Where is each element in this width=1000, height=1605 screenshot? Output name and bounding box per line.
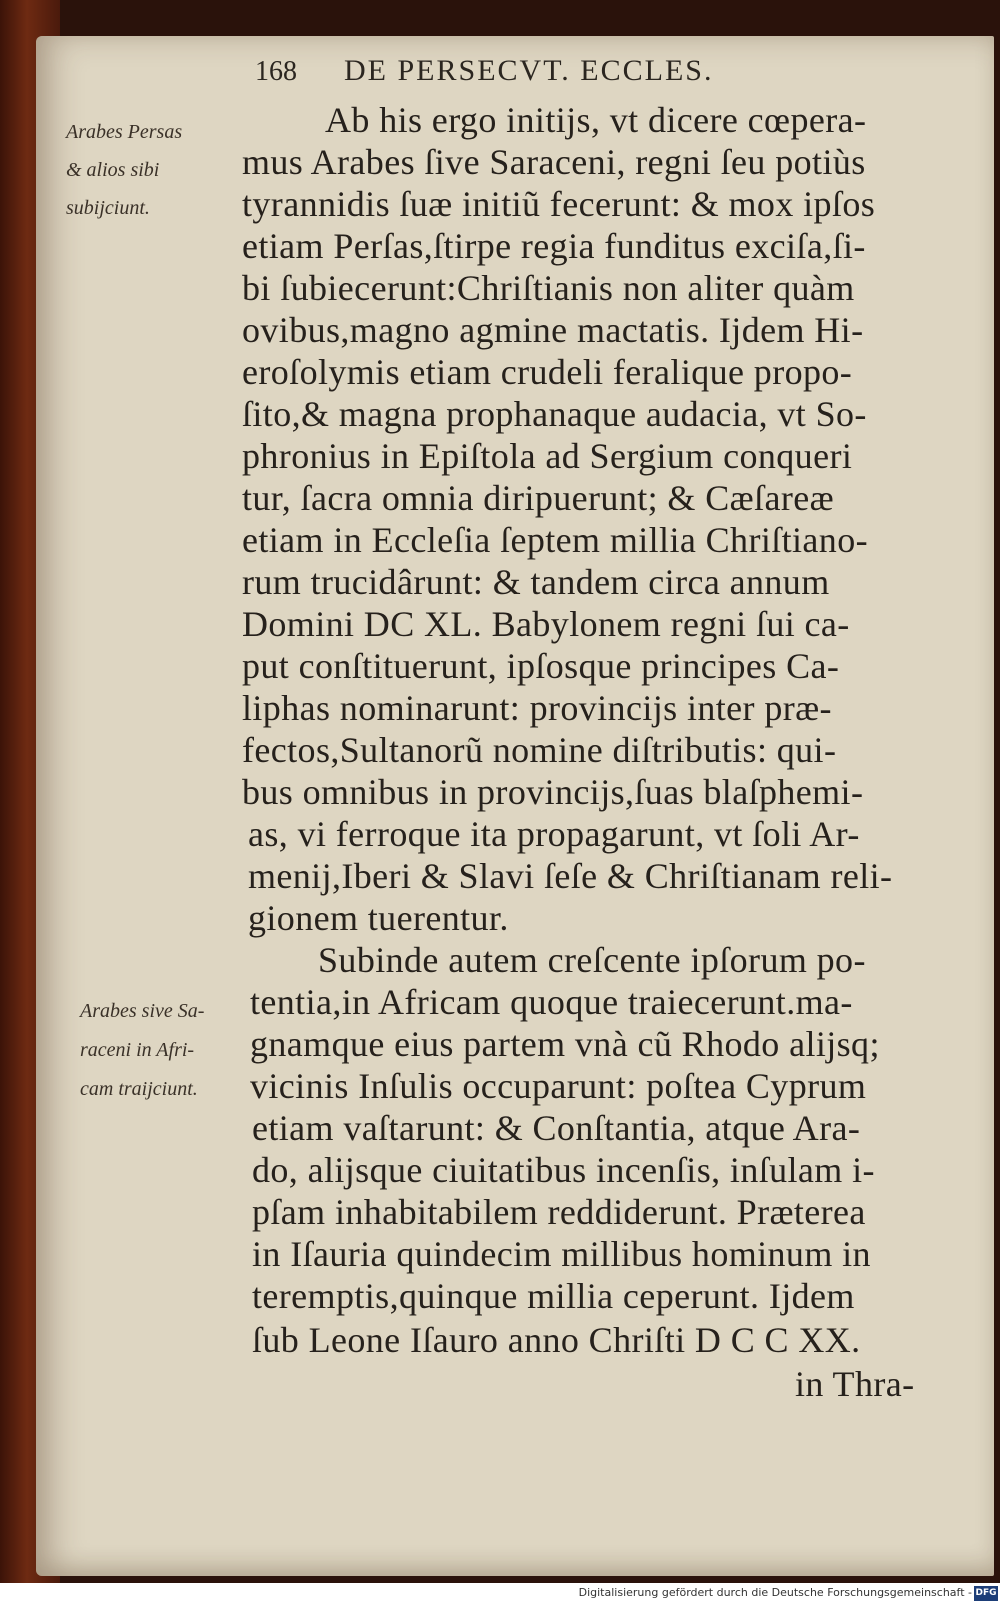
body-line: etiam Perſas,ſtirpe regia funditus exciſa,ſi- (242, 226, 866, 266)
body-line: tentia,in Africam quoque traiecerunt.ma- (250, 982, 853, 1022)
margin-note-line: subijciunt. (66, 197, 150, 219)
body-line: teremptis,quinque millia ceperunt. Ijdem (252, 1276, 855, 1316)
body-line: gionem tuerentur. (248, 898, 509, 938)
body-line: rum trucidârunt: & tandem circa annum (242, 562, 830, 602)
body-line: Domini DC XL. Babylonem regni ſui ca- (242, 604, 850, 644)
body-line: menij,Iberi & Slavi ſeſe & Chriſtianam reli- (248, 856, 893, 896)
body-line: Ab his ergo initijs, vt dicere cœpera- (325, 100, 867, 140)
body-line: etiam in Eccleſia ſeptem millia Chriſtiano- (242, 520, 869, 560)
dfg-logo: DFG (974, 1586, 998, 1601)
funding-credit: Digitalisierung gefördert durch die Deutsche Forschungsgemeinschaft - (578, 1586, 972, 1599)
body-line: etiam vaſtarunt: & Conſtantia, atque Ara- (252, 1108, 861, 1148)
body-line: mus Arabes ſive Saraceni, regni ſeu potiùs (242, 142, 866, 182)
running-head (0, 52, 1000, 96)
body-line: in Iſauria quindecim millibus hominum in (252, 1234, 871, 1274)
body-line: ſito,& magna prophanaque audacia, vt So- (242, 394, 867, 434)
body-line: phronius in Epiſtola ad Sergium conqueri (242, 436, 853, 476)
body-line: tyrannidis ſuæ initiũ fecerunt: & mox ipſos (242, 184, 876, 224)
body-line: gnamque eius partem vnà cũ Rhodo alijsq; (250, 1024, 880, 1064)
body-line: do, alijsque ciuitatibus incenſis, inſulam i- (252, 1150, 875, 1190)
margin-note-line: & alios sibi (66, 159, 160, 181)
body-line: fectos,Sultanorũ nomine diſtributis: qui- (242, 730, 837, 770)
margin-note-line: Arabes Persas (66, 121, 183, 143)
body-line: ſub Leone Iſauro anno Chriſti D C C XX. (252, 1320, 861, 1360)
page-number: 168 (255, 56, 297, 87)
body-line: liphas nominarunt: provincijs inter præ- (242, 688, 832, 728)
header-title: DE PERSECVT. ECCLES. (344, 54, 714, 87)
body-line: bi ſubiecerunt:Chriſtianis non aliter quàm (242, 268, 855, 308)
footer-bar (0, 1583, 1000, 1605)
body-line: ovibus,magno agmine mactatis. Ijdem Hi- (242, 310, 864, 350)
body-line: pſam inhabitabilem reddiderunt. Præterea (252, 1192, 866, 1232)
margin-note-line: Arabes sive Sa- (80, 1000, 205, 1022)
body-line: bus omnibus in provincijs,ſuas blaſphemi- (242, 772, 864, 812)
margin-note-line: raceni in Afri- (80, 1039, 195, 1061)
body-line: put conſtituerunt, ipſosque principes Ca- (242, 646, 840, 686)
margin-note-line: cam traijciunt. (80, 1078, 198, 1100)
body-line: as, vi ferroque ita propagarunt, vt ſoli Ar- (248, 814, 860, 854)
body-line: tur, ſacra omnia diripuerunt; & Cæſareæ (242, 478, 835, 518)
catchword: in Thra- (795, 1364, 915, 1404)
body-line: vicinis Inſulis occuparunt: poſtea Cyprum (250, 1066, 867, 1106)
body-line: Subinde autem creſcente ipſorum po- (318, 940, 866, 980)
body-line: eroſolymis etiam crudeli feralique propo- (242, 352, 853, 392)
